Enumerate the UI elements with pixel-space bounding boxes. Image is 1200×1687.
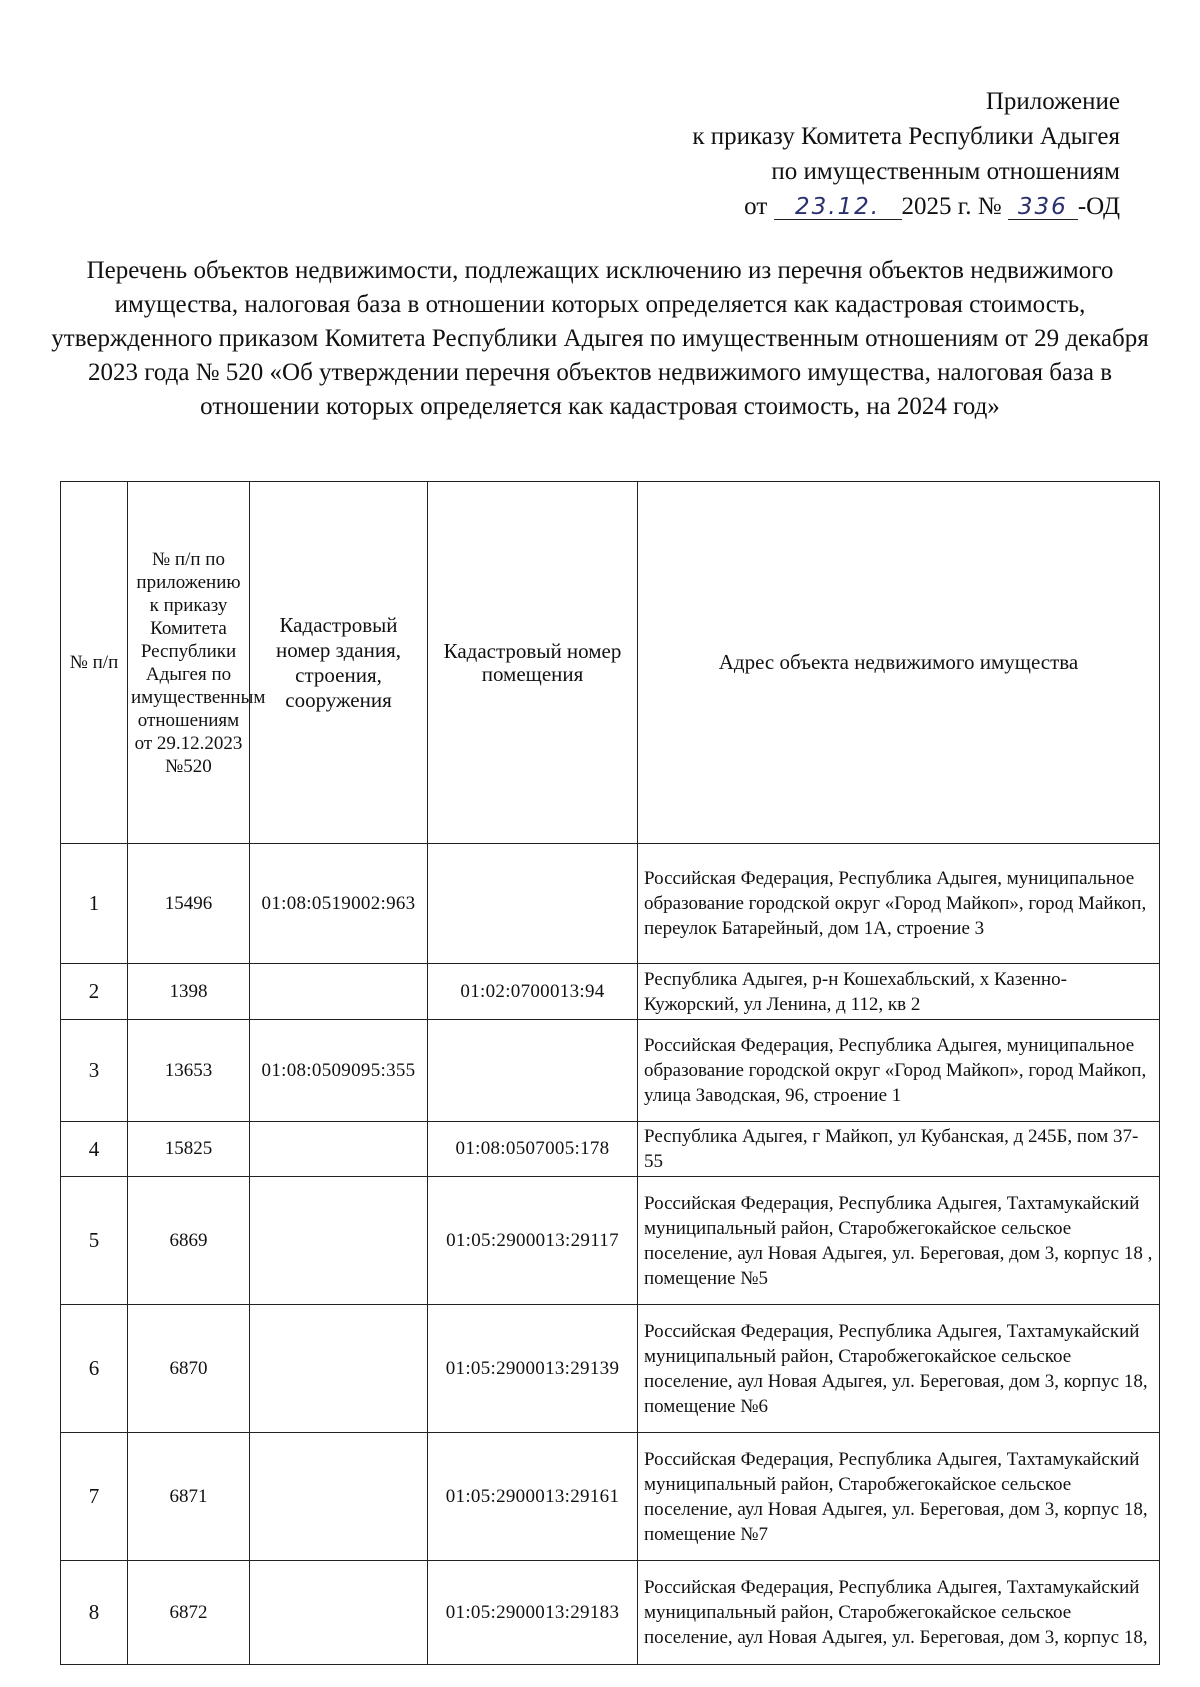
number-field — [1008, 189, 1078, 220]
building-cadastral: 01:08:0509095:355 — [250, 1020, 428, 1122]
appendix-ref: 15825 — [128, 1122, 250, 1177]
building-cadastral — [250, 1177, 428, 1305]
address: Республика Адыгея, р-н Кошехабльский, х Казенно-Кужорский, ул Ленина, д 112, кв 2 — [638, 964, 1160, 1020]
room-cadastral: 01:05:2900013:29161 — [428, 1433, 638, 1561]
column-header: Кадастровый номер здания, строения, сооружения — [250, 482, 428, 844]
room-cadastral: 01:05:2900013:29139 — [428, 1305, 638, 1433]
appendix-ref: 15496 — [128, 844, 250, 964]
table-row — [61, 1561, 1160, 1665]
document-title: Перечень объектов недвижимости, подлежащих исключению из перечня объектов недвижимого имущества, налоговая база в отношении которых определяется как кадастровая стоимость, утвержденного приказом Комитета Республики Адыгея по имущественным отношениям от 29 декабря 2023 года № 520 «Об утверждении перечня объектов недвижимого имущества, налоговая база в отношении которых определяется как кадастровая стоимость, на 2024 год» — [51, 257, 1149, 420]
row-number: 3 — [61, 1020, 128, 1122]
committee-department: по имущественным отношениям — [771, 158, 1120, 185]
building-cadastral — [250, 1433, 428, 1561]
address: Российская Федерация, Республика Адыгея, муниципальное образование городской округ «Город Майкоп», город Майкоп, улица Заводская, 96, строение 1 — [638, 1020, 1160, 1122]
row-number: 2 — [61, 964, 128, 1020]
table-row — [61, 964, 1160, 1020]
room-cadastral: 01:05:2900013:29183 — [428, 1561, 638, 1665]
room-cadastral — [428, 1020, 638, 1122]
from-prefix: от — [744, 193, 768, 220]
address: Российская Федерация, Республика Адыгея, Тахтамукайский муниципальный район, Старобжегокайское сельское поселение, аул Новая Адыгея, ул. Береговая, дом 3, корпус 18, помещение №7 — [638, 1433, 1160, 1561]
row-number: 6 — [61, 1305, 128, 1433]
room-cadastral — [428, 844, 638, 964]
number-suffix: -ОД — [1077, 193, 1120, 220]
address: Российская Федерация, Республика Адыгея, Тахтамукайский муниципальный район, Старобжегокайское сельское поселение, аул Новая Адыгея, ул. Береговая, дом 3, корпус 18, помещение №6 — [638, 1305, 1160, 1433]
address: Республика Адыгея, г Майкоп, ул Кубанская, д 245Б, пом 37-55 — [638, 1122, 1160, 1177]
row-number: 4 — [61, 1122, 128, 1177]
building-cadastral — [250, 1122, 428, 1177]
row-number: 7 — [61, 1433, 128, 1561]
appendix-ref: 1398 — [128, 964, 250, 1020]
order-date-line — [692, 189, 1120, 224]
appendix-ref: 6870 — [128, 1305, 250, 1433]
column-header: № п/п — [61, 482, 128, 844]
appendix-ref: 6869 — [128, 1177, 250, 1305]
appendix-ref: 6872 — [128, 1561, 250, 1665]
year-label: 2025 г. № — [901, 193, 1002, 220]
row-number: 8 — [61, 1561, 128, 1665]
appendix-ref: 13653 — [128, 1020, 250, 1122]
table-header-row — [61, 482, 1160, 844]
table-row — [61, 1020, 1160, 1122]
table-row — [61, 1433, 1160, 1561]
building-cadastral — [250, 1305, 428, 1433]
handwritten-date: 23.12. — [794, 194, 881, 220]
property-table — [60, 481, 1160, 1665]
row-number: 5 — [61, 1177, 128, 1305]
row-number: 1 — [61, 844, 128, 964]
building-cadastral — [250, 964, 428, 1020]
table-row — [61, 1122, 1160, 1177]
table-row — [61, 1305, 1160, 1433]
date-field — [774, 189, 902, 220]
appendix-label: Приложение — [985, 88, 1120, 115]
address: Российская Федерация, Республика Адыгея, Тахтамукайский муниципальный район, Старобжегокайское сельское поселение, аул Новая Адыгея, ул. Береговая, дом 3, корпус 18, — [638, 1561, 1160, 1665]
table-row — [61, 1177, 1160, 1305]
order-reference: к приказу Комитета Республики Адыгея — [692, 123, 1120, 150]
appendix-header — [692, 84, 1120, 224]
column-header: Кадастровый номер помещения — [428, 482, 638, 844]
address: Российская Федерация, Республика Адыгея, муниципальное образование городской округ «Город Майкоп», город Майкоп, переулок Батарейный, дом 1А, строение 3 — [638, 844, 1160, 964]
address: Российская Федерация, Республика Адыгея, Тахтамукайский муниципальный район, Старобжегокайское сельское поселение, аул Новая Адыгея, ул. Береговая, дом 3, корпус 18 , помещение №5 — [638, 1177, 1160, 1305]
column-header: № п/п по приложению к приказу Комитета Республики Адыгея по имущественным отношениям от 29.12.2023 №520 — [128, 482, 250, 844]
appendix-ref: 6871 — [128, 1433, 250, 1561]
building-cadastral — [250, 1561, 428, 1665]
room-cadastral: 01:02:0700013:94 — [428, 964, 638, 1020]
handwritten-number: 336 — [1017, 194, 1068, 220]
room-cadastral: 01:08:0507005:178 — [428, 1122, 638, 1177]
room-cadastral: 01:05:2900013:29117 — [428, 1177, 638, 1305]
building-cadastral: 01:08:0519002:963 — [250, 844, 428, 964]
column-header: Адрес объекта недвижимого имущества — [638, 482, 1160, 844]
table-row — [61, 844, 1160, 964]
